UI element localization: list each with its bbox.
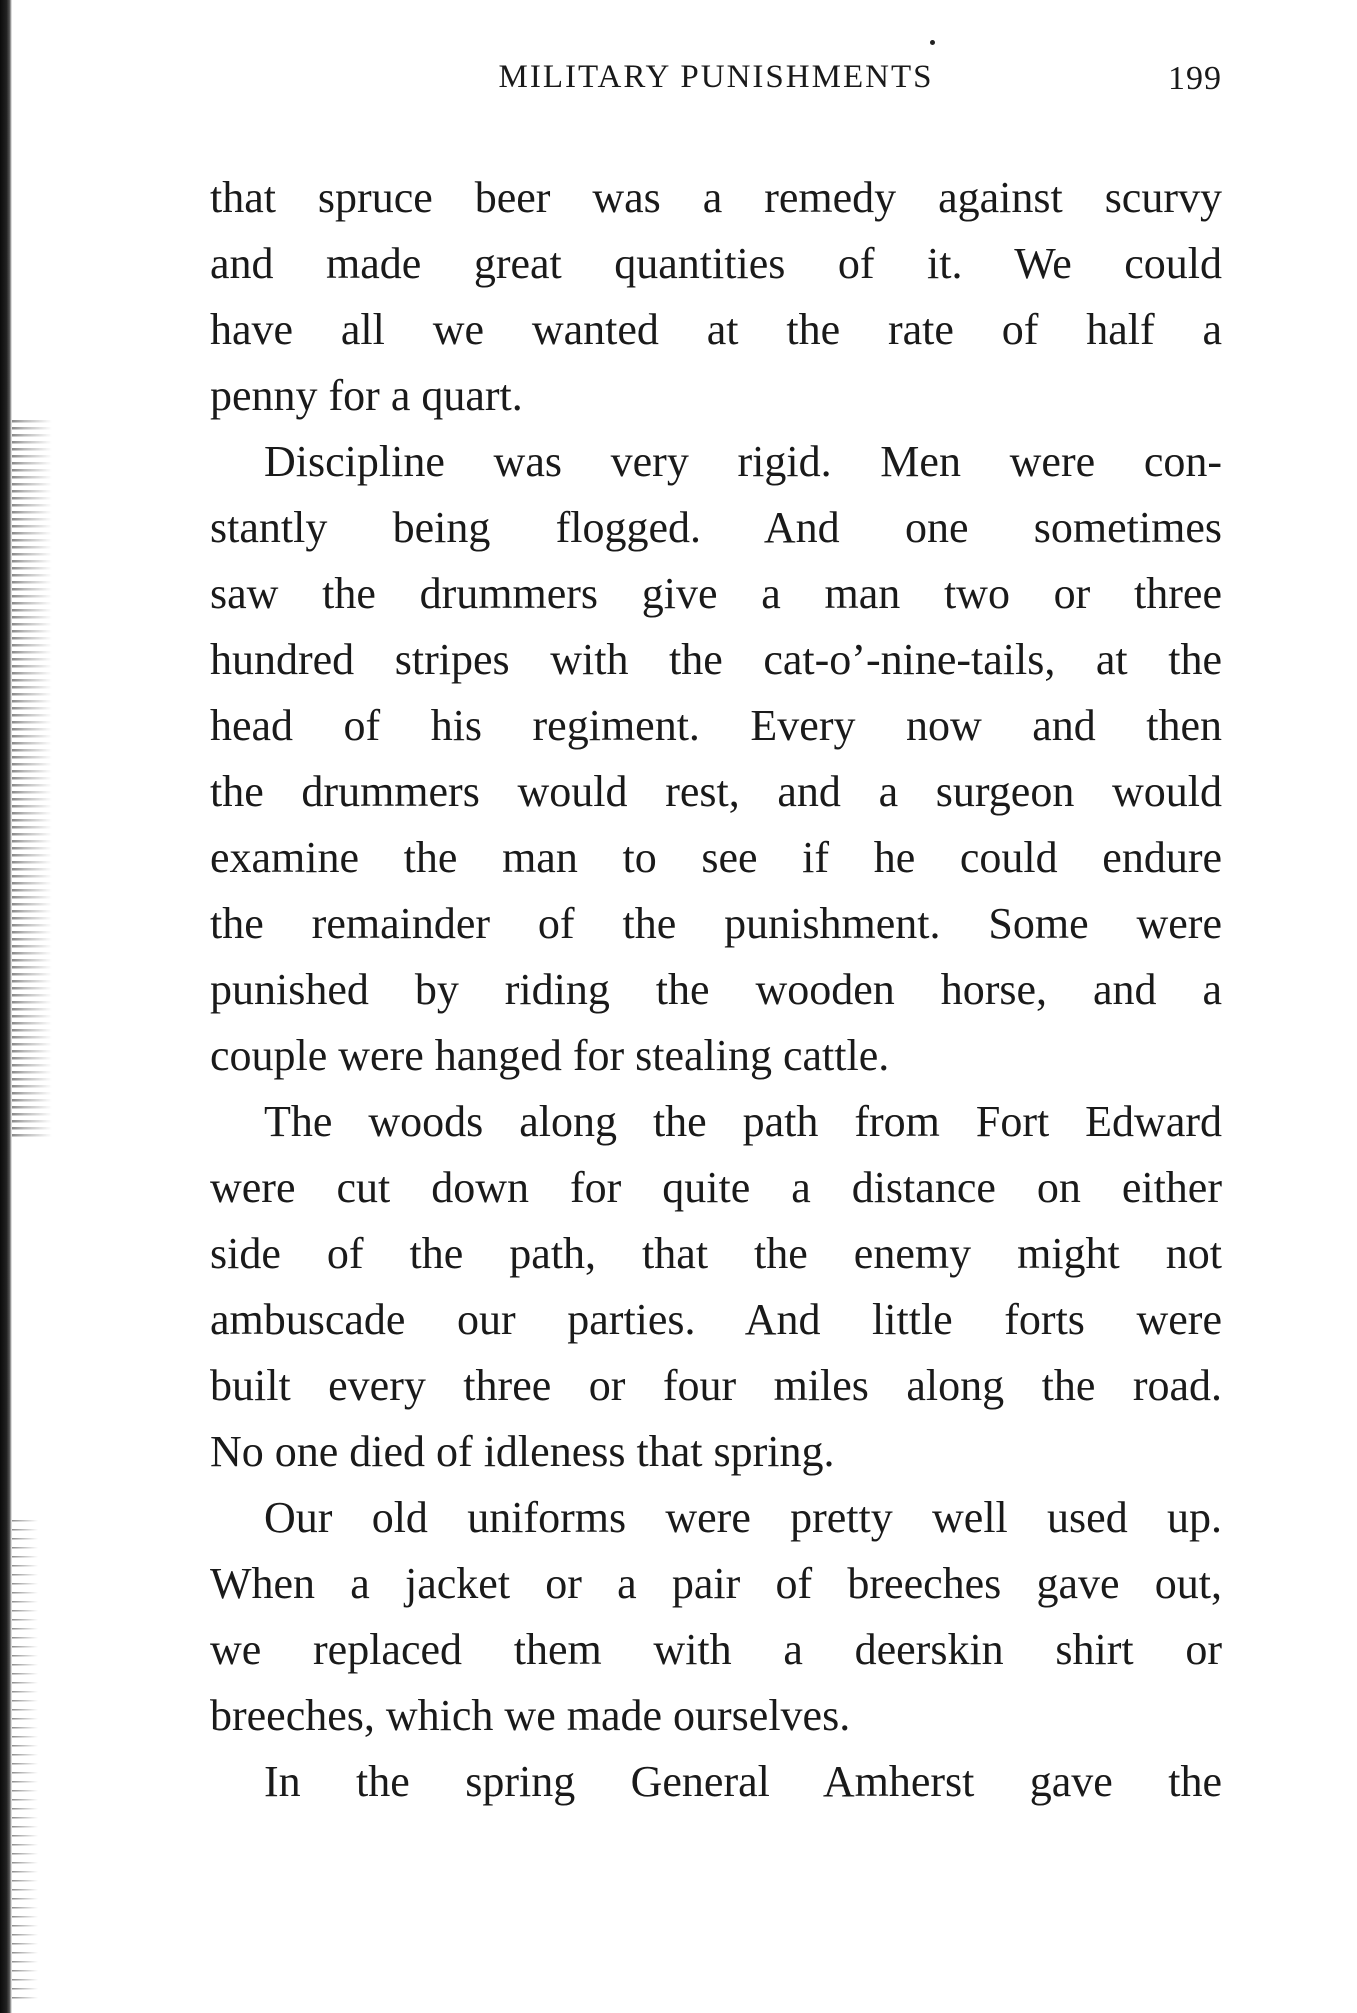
text-line: head of his regiment. Every now and then [210, 701, 1222, 750]
text-line: When a jacket or a pair of breeches gave out, [210, 1559, 1222, 1608]
binding-shadow-lower [12, 1520, 38, 2000]
binding-shadow [12, 420, 52, 1140]
text-line: the drummers would rest, and a surgeon would [210, 767, 1222, 816]
paragraph-first-line: In the spring General Amherst gave the [264, 1757, 1222, 1806]
running-title: MILITARY PUNISHMENTS [498, 59, 934, 95]
text-line: have all we wanted at the rate of half a [210, 305, 1222, 354]
text-line: breeches, which we made ourselves. [210, 1691, 851, 1740]
text-line: were cut down for quite a distance on either [210, 1163, 1222, 1212]
text-line: the remainder of the punishment. Some were [210, 899, 1222, 948]
text-line: and made great quantities of it. We could [210, 239, 1222, 288]
body-text [210, 165, 1222, 1815]
text-line: couple were hanged for stealing cattle. [210, 1031, 890, 1080]
text-line: we replaced them with a deerskin shirt or [210, 1625, 1222, 1674]
ink-speck [930, 40, 935, 45]
text-line: penny for a quart. [210, 371, 523, 420]
text-line: examine the man to see if he could endure [210, 833, 1222, 882]
paragraph-first-line: Our old uniforms were pretty well used up. [264, 1493, 1222, 1542]
text-line: hundred stripes with the cat-o’-nine-tails, at the [210, 635, 1222, 684]
text-line: that spruce beer was a remedy against scurvy [210, 173, 1222, 222]
text-line: ambuscade our parties. And little forts were [210, 1295, 1222, 1344]
text-line: No one died of idleness that spring. [210, 1427, 835, 1476]
text-line: saw the drummers give a man two or three [210, 569, 1222, 618]
text-line: stantly being flogged. And one sometimes [210, 503, 1222, 552]
page-header [210, 52, 1222, 102]
text-line: side of the path, that the enemy might not [210, 1229, 1222, 1278]
text-line: built every three or four miles along the road. [210, 1361, 1222, 1410]
text-line: punished by riding the wooden horse, and a [210, 965, 1222, 1014]
page-number: 199 [1168, 60, 1222, 97]
paragraph-first-line: The woods along the path from Fort Edward [264, 1097, 1222, 1146]
page-binding-edge [0, 0, 12, 2013]
paragraph-first-line: Discipline was very rigid. Men were con- [264, 437, 1222, 486]
